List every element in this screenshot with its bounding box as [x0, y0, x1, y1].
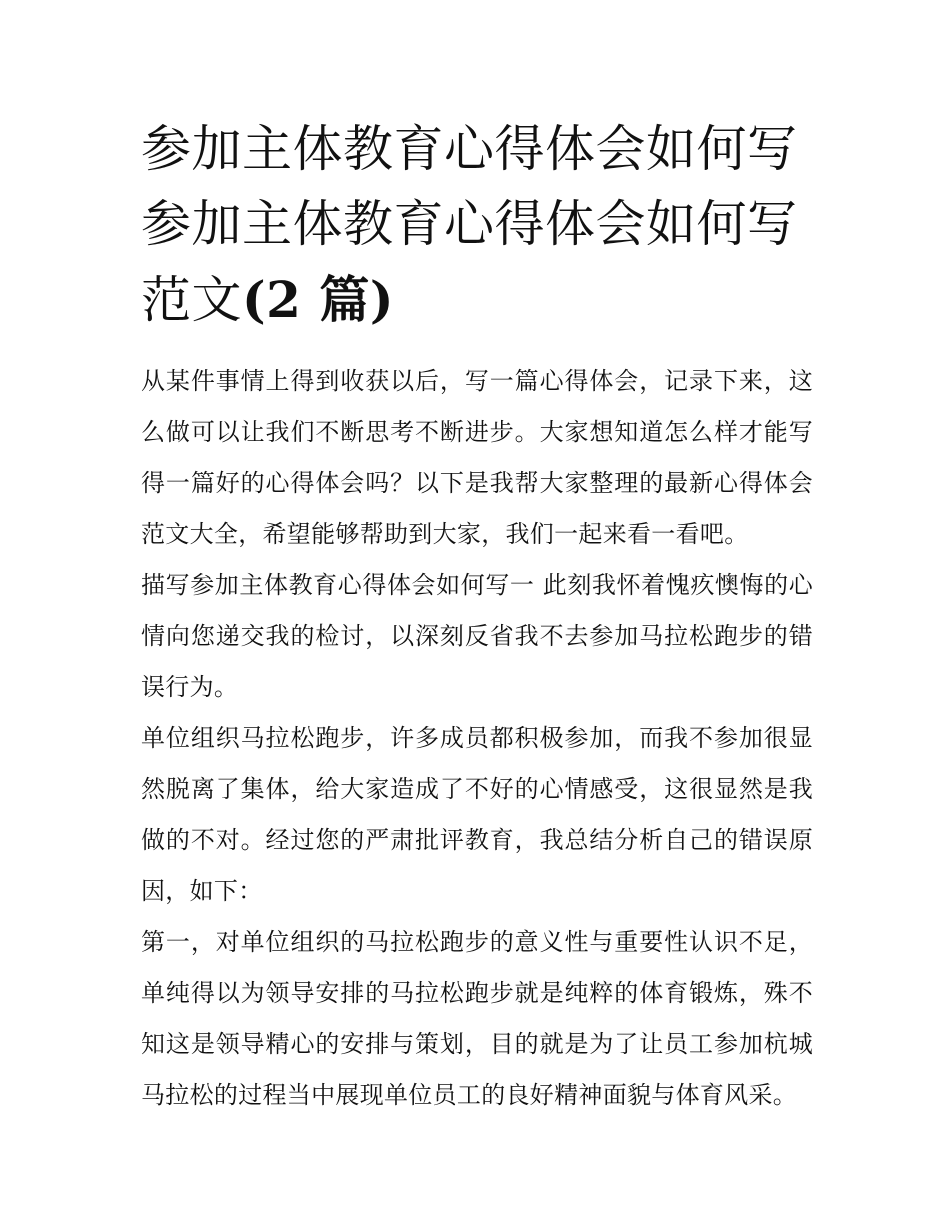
title-line-1: 参加主体教育心得体会如何写 — [141, 120, 798, 178]
title-line-3-suffix: (2 篇) — [242, 270, 395, 329]
paragraph-first-point: 第一，对单位组织的马拉松跑步的意义性与重要性认识不足，单纯得以为领导安排的马拉松跑步就是纯粹的体育锻炼，殊不知这是领导精心的安排与策划，目的就是为了让员工参加杭城马拉松的过程当中展现单位员工的良好精神面貌与体育风采。 — [141, 928, 813, 1109]
document-content — [141, 112, 813, 1121]
title-line-3-prefix: 范文 — [141, 271, 242, 329]
document-title — [141, 112, 813, 338]
paragraph-apology: 描写参加主体教育心得体会如何写一 此刻我怀着愧疚懊悔的心情向您递交我的检讨，以深刻反省我不去参加马拉松跑步的错误行为。 — [141, 571, 813, 701]
document-body — [141, 356, 813, 1121]
title-line-2: 参加主体教育心得体会如何写 — [141, 195, 798, 253]
paragraph-reason: 单位组织马拉松跑步，许多成员都积极参加，而我不参加很显然脱离了集体，给大家造成了不好的心情感受，这很显然是我做的不对。经过您的严肃批评教育，我总结分析自己的错误原因，如下： — [141, 724, 813, 905]
paragraph-intro: 从某件事情上得到收获以后，写一篇心得体会，记录下来，这么做可以让我们不断思考不断进步。大家想知道怎么样才能写得一篇好的心得体会吗？以下是我帮大家整理的最新心得体会范文大全，希望能够帮助到大家，我们一起来看一看吧。 — [141, 367, 813, 548]
title-line-3 — [141, 262, 813, 338]
